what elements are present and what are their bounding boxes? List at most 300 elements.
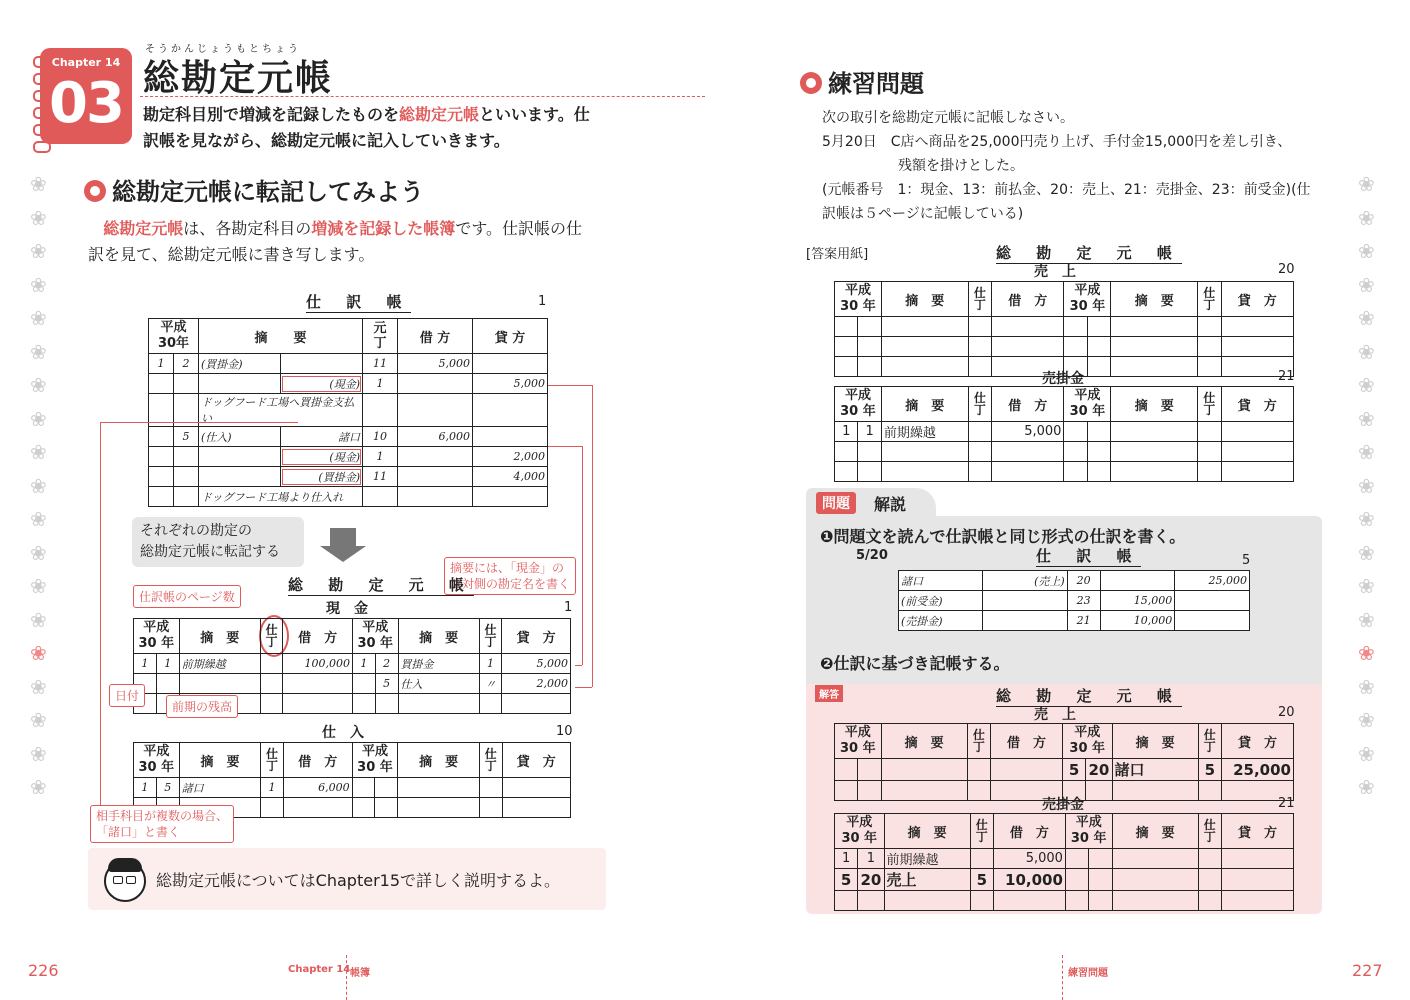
problem-line: (元帳番号 1：現金、13：前払金、20：売上、21：売掛金、23：前受金)(仕 bbox=[822, 182, 1311, 198]
ledger-cell bbox=[479, 778, 502, 798]
journal-cell bbox=[149, 374, 174, 394]
ledger-cell bbox=[352, 778, 375, 798]
journal-cell bbox=[473, 487, 548, 507]
paw-icon: ❀ bbox=[1358, 574, 1375, 598]
ledger-cell: 20 bbox=[1086, 759, 1112, 781]
bullet-icon bbox=[84, 180, 106, 202]
para-part: 訳を見て、総勘定元帳に書き写します。 bbox=[88, 245, 375, 264]
ledger-cell bbox=[1112, 869, 1198, 891]
journal-row bbox=[149, 354, 548, 374]
ledger-cell bbox=[1087, 317, 1110, 337]
header-date: 平成 30 年 bbox=[835, 387, 882, 422]
ledger-cell bbox=[992, 317, 1064, 337]
ledger-cell bbox=[992, 462, 1064, 482]
table-row bbox=[835, 337, 1294, 357]
header-desc: 摘 要 bbox=[881, 387, 968, 422]
problem-line: C店へ商品を25,000円売り上げ、手付金15,000円を差し引き、 bbox=[890, 134, 1292, 150]
intro-text bbox=[143, 102, 613, 154]
journal-cell bbox=[473, 427, 548, 447]
ledger-cell bbox=[283, 674, 353, 694]
table-row bbox=[835, 759, 1294, 781]
ledger-cell bbox=[858, 442, 881, 462]
ledger-cell bbox=[1221, 849, 1293, 869]
ledger-cell bbox=[1111, 337, 1198, 357]
callout-page-number: 仕訳帳のページ数 bbox=[133, 585, 241, 608]
intro-part: 勘定科目別で増減を記録したものを bbox=[143, 105, 400, 124]
ledger-header-row bbox=[835, 724, 1294, 759]
connector-line bbox=[582, 446, 583, 665]
ledger-cell bbox=[260, 694, 283, 714]
header-debit: 借 方 bbox=[283, 743, 352, 778]
journal-cell bbox=[983, 611, 1067, 631]
journal-cell bbox=[398, 447, 473, 467]
paw-icon: ❀ bbox=[30, 272, 47, 297]
paw-icon: ❀ bbox=[1358, 607, 1375, 632]
journal-cell: ドッグフード工場より仕入れ bbox=[199, 487, 363, 507]
paw-icon: ❀ bbox=[1358, 373, 1375, 397]
paw-icon: ❀ bbox=[30, 239, 47, 263]
section-heading-text: 練習問題 bbox=[828, 70, 924, 98]
ledger-cell bbox=[1221, 891, 1293, 911]
problem-line: 訳帳は５ページに記帳している) bbox=[822, 206, 1024, 222]
journal-cell bbox=[398, 394, 473, 427]
journal-cell bbox=[174, 447, 199, 467]
ledger-cell bbox=[1089, 869, 1112, 891]
ledger-cell bbox=[884, 891, 970, 911]
tip-text: 総勘定元帳についてはChapter15で詳しく説明するよ。 bbox=[156, 871, 561, 890]
header-credit: 貸 方 bbox=[502, 743, 571, 778]
journal-cell: (前受金) bbox=[899, 591, 983, 611]
journal-cell bbox=[280, 354, 362, 374]
ledger-cell bbox=[502, 694, 571, 714]
title-divider bbox=[140, 96, 705, 97]
header-ref: 仕 丁 bbox=[1198, 814, 1221, 849]
ledger-cell: 1 bbox=[835, 422, 858, 442]
ledger-cell bbox=[375, 694, 398, 714]
ledger-cell bbox=[261, 798, 284, 818]
journal-cell: 5 bbox=[174, 427, 199, 447]
journal-cell: (売掛金) bbox=[899, 611, 983, 631]
answer-sheet-label: [答案用紙] bbox=[806, 247, 869, 262]
table-row bbox=[835, 869, 1294, 891]
connector-line bbox=[548, 385, 592, 386]
journal-cell bbox=[199, 447, 281, 467]
ledger-cell bbox=[1089, 849, 1112, 869]
table-row bbox=[835, 442, 1294, 462]
answer-receivable-name: 売掛金 bbox=[1042, 797, 1084, 813]
ledger-cell: 1 bbox=[858, 849, 884, 869]
sales-account-page: 20 bbox=[1278, 262, 1295, 277]
ledger-cell bbox=[1198, 891, 1221, 911]
ledger-cell bbox=[858, 337, 881, 357]
table-row bbox=[134, 778, 571, 798]
ledger-cell bbox=[1198, 849, 1221, 869]
paw-icon: ❀ bbox=[1358, 440, 1375, 464]
down-arrow-head-icon bbox=[320, 546, 366, 562]
purchase-account-page: 10 bbox=[556, 724, 573, 739]
connector-line bbox=[100, 422, 101, 806]
ledger-cell bbox=[881, 781, 967, 801]
ledger-cell bbox=[398, 798, 480, 818]
header-desc: 摘 要 bbox=[179, 743, 261, 778]
page-title: 総勘定元帳 bbox=[143, 58, 334, 99]
ledger-cell bbox=[375, 798, 398, 818]
journal-cell bbox=[398, 467, 473, 487]
journal-cell bbox=[149, 447, 174, 467]
journal-cell bbox=[1175, 591, 1250, 611]
ledger-cell: 前期繰越 bbox=[179, 654, 260, 674]
journal-cell: 20 bbox=[1067, 571, 1100, 591]
ledger-cell bbox=[1198, 422, 1221, 442]
ledger-cell bbox=[1111, 317, 1198, 337]
paw-icon: ❀ bbox=[1358, 741, 1375, 766]
paw-icon: ❀ bbox=[1358, 205, 1375, 230]
paw-icon: ❀ bbox=[30, 607, 47, 632]
ledger-cell bbox=[858, 317, 881, 337]
journal-header-ref: 元 丁 bbox=[363, 319, 398, 354]
chapter-number: 03 bbox=[49, 71, 123, 136]
paw-icon: ❀ bbox=[1358, 339, 1375, 364]
journal-cell: 5,000 bbox=[473, 374, 548, 394]
intro-part: といいます。仕 bbox=[479, 105, 590, 124]
table-row bbox=[134, 654, 571, 674]
intro-emphasis: 総勘定元帳 bbox=[399, 105, 480, 124]
ledger-cell: 買掛金 bbox=[398, 654, 479, 674]
header-ref: 仕 丁 bbox=[967, 724, 990, 759]
ledger-cell bbox=[1087, 442, 1110, 462]
journal-cell bbox=[398, 487, 473, 507]
table-row bbox=[835, 462, 1294, 482]
header-ref: 仕 丁 bbox=[260, 619, 283, 654]
table-row bbox=[835, 422, 1294, 442]
ledger-cell: 1 bbox=[858, 422, 881, 442]
ledger-cell: 1 bbox=[134, 654, 157, 674]
footer-divider bbox=[346, 955, 347, 1000]
ledger-cell: 1 bbox=[134, 778, 157, 798]
header-credit: 貸 方 bbox=[1221, 387, 1294, 422]
header-date: 平成 30 年 bbox=[352, 743, 398, 778]
section-paragraph bbox=[88, 216, 618, 268]
ledger-cell bbox=[968, 317, 991, 337]
header-date: 平成 30 年 bbox=[835, 282, 882, 317]
tab-explanation: 解説 bbox=[874, 495, 907, 514]
step-1-text: ❶問題文を読んで仕訳帳と同じ形式の仕訳を書く。 bbox=[820, 527, 1186, 546]
ledger-header-row bbox=[835, 814, 1294, 849]
paw-icon: ❀ bbox=[30, 708, 47, 732]
paw-icon: ❀ bbox=[30, 741, 47, 766]
ledger-cell bbox=[835, 781, 858, 801]
answer-ledger-title: 総 勘 定 元 帳 bbox=[996, 687, 1182, 705]
connector-line bbox=[575, 665, 582, 666]
ledger-cell bbox=[835, 891, 858, 911]
header-credit: 貸 方 bbox=[1221, 282, 1294, 317]
journal-cell bbox=[1100, 571, 1175, 591]
footer-chapter: Chapter 14 bbox=[288, 964, 351, 975]
ledger-cell bbox=[1198, 317, 1221, 337]
paw-icon: ❀ bbox=[1358, 674, 1375, 699]
ledger-cell: 5,000 bbox=[993, 849, 1065, 869]
paw-icon: ❀ bbox=[1358, 172, 1375, 196]
header-date: 平成 30 年 bbox=[1064, 387, 1111, 422]
journal-cell bbox=[473, 394, 548, 427]
paw-icon: ❀ bbox=[30, 775, 47, 799]
chapter-badge bbox=[40, 48, 132, 144]
ledger-cell bbox=[375, 778, 398, 798]
ledger-cell bbox=[1065, 891, 1088, 911]
ledger-cell bbox=[1221, 462, 1294, 482]
ledger-cell: 5 bbox=[156, 778, 179, 798]
header-date: 平成 30 年 bbox=[134, 619, 180, 654]
footer-divider bbox=[1062, 955, 1063, 1000]
answer-tag: 解答 bbox=[815, 685, 843, 702]
ledger-cell bbox=[1112, 781, 1198, 801]
journal-cell bbox=[473, 354, 548, 374]
journal-cell: 10 bbox=[363, 427, 398, 447]
header-credit: 貸 方 bbox=[1221, 724, 1293, 759]
para-part: です。仕訳帳の仕 bbox=[455, 219, 583, 238]
ledger-cell: 25,000 bbox=[1221, 759, 1293, 781]
bullet-icon bbox=[800, 72, 822, 94]
ledger-cell bbox=[835, 317, 858, 337]
ledger-cell: 5 bbox=[835, 869, 858, 891]
header-debit: 借 方 bbox=[991, 724, 1063, 759]
step-2-text: ❷仕訳に基づき記帳する。 bbox=[820, 654, 1010, 673]
paw-icon: ❀ bbox=[30, 641, 47, 665]
ledger-cell bbox=[858, 781, 881, 801]
journal-cell: 2,000 bbox=[473, 447, 548, 467]
journal-cell: (売上) bbox=[983, 571, 1067, 591]
ledger-cell: 諸口 bbox=[1112, 759, 1198, 781]
ledger-cell bbox=[1198, 357, 1221, 377]
ledger-cell: 前期繰越 bbox=[881, 422, 968, 442]
ledger-cell bbox=[881, 337, 968, 357]
ledger-cell bbox=[835, 462, 858, 482]
ledger-cell bbox=[1221, 422, 1294, 442]
ledger-cell bbox=[1087, 357, 1110, 377]
para-emphasis: 総勘定元帳 bbox=[103, 219, 184, 238]
ledger-cell bbox=[835, 337, 858, 357]
callout-multiple-accounts: 相手科目が複数の場合、 「諸口」と書く bbox=[90, 805, 234, 843]
journal-row bbox=[899, 611, 1250, 631]
journal-cell: 15,000 bbox=[1100, 591, 1175, 611]
answer-sales-ledger bbox=[834, 723, 1294, 801]
journal-cell bbox=[174, 467, 199, 487]
ledger-cell bbox=[968, 337, 991, 357]
journal-header-date: 平成 30年 bbox=[149, 319, 199, 354]
ledger-cell bbox=[1064, 337, 1087, 357]
sales-account-name: 売 上 bbox=[1034, 264, 1076, 280]
ledger-cell bbox=[970, 891, 993, 911]
ledger-cell bbox=[260, 674, 283, 694]
para-emphasis: 増減を記録した帳簿 bbox=[311, 219, 456, 238]
sales-ledger-blank bbox=[834, 281, 1294, 377]
section-heading-text: 総勘定元帳に転記してみよう bbox=[112, 178, 424, 206]
header-ref: 仕 丁 bbox=[479, 743, 502, 778]
header-ref: 仕 丁 bbox=[1198, 282, 1221, 317]
ledger-cell bbox=[352, 798, 375, 818]
ledger-cell bbox=[858, 357, 881, 377]
ledger-cell bbox=[992, 337, 1064, 357]
connector-line bbox=[548, 446, 582, 447]
ledger-cell bbox=[881, 462, 968, 482]
ledger-cell bbox=[967, 759, 990, 781]
header-desc: 摘 要 bbox=[398, 743, 480, 778]
journal-cell: (現金) bbox=[280, 447, 362, 467]
paw-column-right bbox=[1358, 172, 1382, 809]
ledger-cell bbox=[283, 798, 352, 818]
header-desc: 摘 要 bbox=[398, 619, 479, 654]
header-debit: 借 方 bbox=[992, 387, 1064, 422]
ledger-cell bbox=[179, 674, 260, 694]
paw-icon: ❀ bbox=[1358, 641, 1375, 665]
journal-header-credit: 貸 方 bbox=[473, 319, 548, 354]
journal-table bbox=[148, 318, 548, 507]
journal-cell: ドッグフード工場へ買掛金支払い bbox=[199, 394, 363, 427]
header-ref: 仕 丁 bbox=[1198, 724, 1221, 759]
paw-icon: ❀ bbox=[30, 540, 47, 565]
ledger-title-right: 総 勘 定 元 帳 bbox=[996, 244, 1182, 262]
ledger-cell bbox=[835, 442, 858, 462]
ledger-cell: 1 bbox=[156, 654, 179, 674]
purchase-account-name: 仕 入 bbox=[322, 725, 364, 741]
ledger-cell bbox=[156, 674, 179, 694]
ledger-cell bbox=[858, 462, 881, 482]
journal-row bbox=[149, 447, 548, 467]
ledger-cell bbox=[1221, 337, 1294, 357]
ledger-cell bbox=[398, 778, 480, 798]
ledger-cell bbox=[881, 759, 967, 781]
journal-cell: 1 bbox=[363, 447, 398, 467]
ledger-cell bbox=[479, 694, 502, 714]
cash-account-page: 1 bbox=[564, 600, 573, 615]
ledger-title-left: 総 勘 定 元 帳 bbox=[288, 576, 474, 594]
ledger-cell bbox=[1198, 869, 1221, 891]
header-ref: 仕 丁 bbox=[479, 619, 502, 654]
connector-line bbox=[575, 687, 592, 688]
paw-icon: ❀ bbox=[30, 574, 47, 598]
header-desc: 摘 要 bbox=[1112, 724, 1198, 759]
ledger-cell bbox=[1087, 337, 1110, 357]
paw-icon: ❀ bbox=[30, 373, 47, 397]
header-date: 平成 30 年 bbox=[835, 814, 885, 849]
ledger-cell bbox=[881, 357, 968, 377]
header-desc: 摘 要 bbox=[884, 814, 970, 849]
transfer-note: それぞれの勘定の 総勘定元帳に転記する bbox=[132, 517, 304, 567]
para-part: は、各勘定科目の bbox=[183, 219, 312, 238]
ledger-cell bbox=[858, 759, 881, 781]
ledger-cell: 1 bbox=[352, 654, 375, 674]
journal-row bbox=[149, 467, 548, 487]
problem-date: 5月20日 bbox=[822, 134, 877, 150]
ledger-cell bbox=[1111, 442, 1198, 462]
journal-cell: 4,000 bbox=[473, 467, 548, 487]
journal-cell: 諸口 bbox=[280, 427, 362, 447]
journal-cell bbox=[199, 467, 281, 487]
ledger-cell bbox=[1221, 442, 1294, 462]
answer-receivable-ledger bbox=[834, 813, 1294, 911]
ledger-cell: 5 bbox=[1198, 759, 1221, 781]
ledger-cell bbox=[1111, 422, 1198, 442]
ledger-cell bbox=[1198, 442, 1221, 462]
ledger-header-row bbox=[835, 387, 1294, 422]
ledger-cell: 1 bbox=[479, 654, 502, 674]
ledger-cell bbox=[1086, 781, 1112, 801]
ledger-cell bbox=[968, 462, 991, 482]
practice-journal-title: 仕 訳 帳 bbox=[1036, 547, 1142, 565]
journal-cell: 諸口 bbox=[899, 571, 983, 591]
paw-icon: ❀ bbox=[1358, 306, 1375, 330]
callout-description: 摘要には、「現金」の 反対側の勘定名を書く bbox=[444, 557, 576, 595]
header-date: 平成 30 年 bbox=[1064, 282, 1111, 317]
paw-icon: ❀ bbox=[30, 205, 47, 230]
paw-icon: ❀ bbox=[30, 440, 47, 464]
ledger-cell: 2 bbox=[375, 654, 398, 674]
receivable-ledger-blank bbox=[834, 386, 1294, 482]
ledger-cell bbox=[968, 422, 991, 442]
journal-cell: 21 bbox=[1067, 611, 1100, 631]
ledger-cell bbox=[479, 798, 502, 818]
header-date: 平成 30 年 bbox=[352, 619, 398, 654]
paw-icon: ❀ bbox=[1358, 239, 1375, 263]
journal-cell: (買掛金) bbox=[280, 467, 362, 487]
ledger-cell bbox=[968, 442, 991, 462]
header-desc: 摘 要 bbox=[881, 724, 967, 759]
ledger-cell bbox=[992, 442, 1064, 462]
journal-date: 5/20 bbox=[856, 548, 888, 563]
page-number-left: 226 bbox=[28, 961, 59, 980]
journal-header-debit: 借 方 bbox=[398, 319, 473, 354]
journal-cell: 11 bbox=[363, 467, 398, 487]
header-date: 平成 30 年 bbox=[1062, 724, 1112, 759]
header-date: 平成 30 年 bbox=[134, 743, 180, 778]
ledger-cell bbox=[1087, 462, 1110, 482]
journal-title: 仕 訳 帳 bbox=[306, 293, 412, 311]
ledger-cell: 〃 bbox=[479, 674, 502, 694]
paw-icon: ❀ bbox=[30, 406, 47, 431]
ledger-cell bbox=[1065, 869, 1088, 891]
ledger-cell bbox=[502, 778, 571, 798]
ledger-header-row bbox=[134, 743, 571, 778]
problem-line: 次の取引を総勘定元帳に記帳しなさい。 bbox=[822, 110, 1074, 126]
journal-cell: 2 bbox=[174, 354, 199, 374]
ledger-cell bbox=[283, 694, 353, 714]
ledger-cell bbox=[1087, 422, 1110, 442]
paw-icon: ❀ bbox=[1358, 473, 1375, 498]
journal-cell: 5,000 bbox=[398, 354, 473, 374]
ledger-cell bbox=[1221, 869, 1293, 891]
section-heading-practice bbox=[800, 64, 924, 99]
ledger-header-row bbox=[835, 282, 1294, 317]
problem-text bbox=[822, 106, 1342, 226]
answer-sales-page: 20 bbox=[1278, 705, 1295, 720]
journal-row bbox=[149, 427, 548, 447]
receivable-account-name: 売掛金 bbox=[1042, 371, 1084, 387]
tip-box bbox=[88, 848, 606, 910]
journal-cell: 23 bbox=[1067, 591, 1100, 611]
ledger-cell: 1 bbox=[835, 849, 858, 869]
journal-cell bbox=[1175, 611, 1250, 631]
footer-section: 練習問題 bbox=[1068, 968, 1108, 979]
paw-icon: ❀ bbox=[1358, 272, 1375, 297]
journal-cell bbox=[398, 374, 473, 394]
down-arrow-icon bbox=[330, 528, 356, 548]
ledger-cell bbox=[835, 759, 858, 781]
ledger-cell: 5 bbox=[375, 674, 398, 694]
journal-cell: (仕入) bbox=[199, 427, 281, 447]
header-credit: 貸 方 bbox=[1221, 814, 1293, 849]
ledger-cell bbox=[1065, 849, 1088, 869]
ledger-cell bbox=[1064, 317, 1087, 337]
